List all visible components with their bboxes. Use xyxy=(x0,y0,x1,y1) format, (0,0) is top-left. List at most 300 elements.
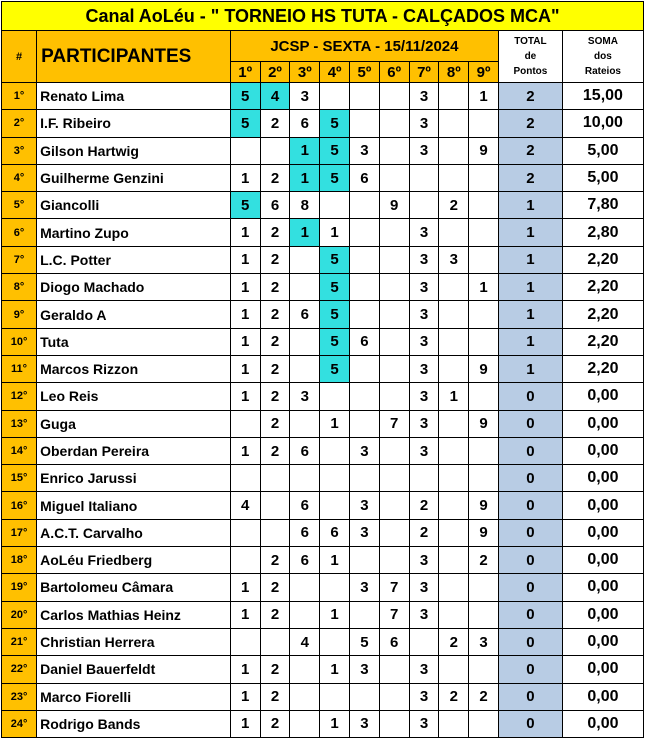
race-3-position: 6 xyxy=(290,519,320,546)
total-points: 2 xyxy=(498,83,562,110)
total-points: 1 xyxy=(498,192,562,219)
race-7-position: 3 xyxy=(409,410,439,437)
total-points: 0 xyxy=(498,710,562,737)
total-points: 0 xyxy=(498,601,562,628)
race-5-position xyxy=(350,683,380,710)
race-4-position: 5 xyxy=(320,301,350,328)
race-7-position xyxy=(409,192,439,219)
race-2-position xyxy=(260,465,290,492)
rank-cell: 17° xyxy=(2,519,37,546)
race-2-position: 4 xyxy=(260,83,290,110)
race-3-position: 4 xyxy=(290,628,320,655)
total-points: 0 xyxy=(498,410,562,437)
total-points: 0 xyxy=(498,656,562,683)
race-5-position xyxy=(350,246,380,273)
race-2-position: 2 xyxy=(260,355,290,382)
rank-cell: 15° xyxy=(2,465,37,492)
race-header-4: 4º xyxy=(320,62,350,83)
race-6-position xyxy=(379,110,409,137)
race-2-position: 2 xyxy=(260,574,290,601)
race-1-position: 1 xyxy=(230,164,260,191)
race-7-position: 3 xyxy=(409,137,439,164)
race-4-position: 5 xyxy=(320,274,350,301)
race-5-position: 3 xyxy=(350,519,380,546)
race-4-position xyxy=(320,383,350,410)
soma-rateios: 0,00 xyxy=(562,601,643,628)
race-7-position: 2 xyxy=(409,492,439,519)
race-5-position: 3 xyxy=(350,137,380,164)
table-row xyxy=(2,83,644,110)
race-1-position xyxy=(230,519,260,546)
race-9-position xyxy=(469,656,499,683)
soma-rateios-header xyxy=(562,31,643,83)
race-2-position: 2 xyxy=(260,110,290,137)
table-row xyxy=(2,710,644,737)
total-points: 0 xyxy=(498,437,562,464)
race-1-position: 1 xyxy=(230,328,260,355)
race-8-position xyxy=(439,410,469,437)
race-7-position: 2 xyxy=(409,519,439,546)
race-4-position: 6 xyxy=(320,519,350,546)
total-points: 0 xyxy=(498,492,562,519)
total-points: 1 xyxy=(498,355,562,382)
race-1-position xyxy=(230,137,260,164)
race-6-position xyxy=(379,328,409,355)
race-4-position: 1 xyxy=(320,547,350,574)
race-7-position xyxy=(409,628,439,655)
race-5-position xyxy=(350,410,380,437)
soma-rateios: 0,00 xyxy=(562,628,643,655)
race-1-position: 5 xyxy=(230,192,260,219)
rank-cell: 18° xyxy=(2,547,37,574)
race-2-position xyxy=(260,519,290,546)
participant-name: Giancolli xyxy=(37,192,231,219)
race-5-position xyxy=(350,383,380,410)
race-1-position xyxy=(230,547,260,574)
race-9-position xyxy=(469,192,499,219)
participants-header: PARTICIPANTES xyxy=(37,31,231,83)
race-9-position xyxy=(469,383,499,410)
race-2-position: 2 xyxy=(260,164,290,191)
race-2-position: 2 xyxy=(260,656,290,683)
race-3-position: 6 xyxy=(290,437,320,464)
race-1-position xyxy=(230,628,260,655)
race-6-position xyxy=(379,246,409,273)
race-8-position: 3 xyxy=(439,246,469,273)
race-8-position xyxy=(439,110,469,137)
total-points: 1 xyxy=(498,274,562,301)
race-8-position xyxy=(439,355,469,382)
race-8-position xyxy=(439,83,469,110)
rank-cell: 2° xyxy=(2,110,37,137)
race-2-position: 2 xyxy=(260,383,290,410)
race-8-position xyxy=(439,164,469,191)
race-6-position xyxy=(379,437,409,464)
race-4-position: 1 xyxy=(320,410,350,437)
table-row xyxy=(2,355,644,382)
race-6-position: 7 xyxy=(379,410,409,437)
race-8-position xyxy=(439,219,469,246)
participant-name: Leo Reis xyxy=(37,383,231,410)
participant-name: Enrico Jarussi xyxy=(37,465,231,492)
total-points: 0 xyxy=(498,574,562,601)
race-7-position: 3 xyxy=(409,246,439,273)
race-header-5: 5º xyxy=(350,62,380,83)
race-7-position: 3 xyxy=(409,355,439,382)
table-row xyxy=(2,656,644,683)
race-4-position: 5 xyxy=(320,246,350,273)
race-4-position xyxy=(320,628,350,655)
race-9-position: 1 xyxy=(469,83,499,110)
tournament-table xyxy=(1,1,644,738)
event-header: JCSP - SEXTA - 15/11/2024 xyxy=(230,31,498,62)
table-row xyxy=(2,110,644,137)
race-8-position xyxy=(439,328,469,355)
race-header-1: 1º xyxy=(230,62,260,83)
race-2-position: 2 xyxy=(260,301,290,328)
race-9-position xyxy=(469,246,499,273)
table-row xyxy=(2,219,644,246)
race-6-position xyxy=(379,83,409,110)
soma-rateios: 2,20 xyxy=(562,355,643,382)
race-9-position xyxy=(469,437,499,464)
race-6-position xyxy=(379,137,409,164)
race-9-position xyxy=(469,301,499,328)
race-3-position xyxy=(290,574,320,601)
race-5-position: 3 xyxy=(350,492,380,519)
race-2-position xyxy=(260,137,290,164)
race-4-position: 1 xyxy=(320,601,350,628)
race-8-position: 1 xyxy=(439,383,469,410)
race-1-position: 1 xyxy=(230,246,260,273)
race-6-position xyxy=(379,219,409,246)
race-3-position xyxy=(290,328,320,355)
race-5-position xyxy=(350,110,380,137)
race-3-position xyxy=(290,683,320,710)
total-header-line: Pontos xyxy=(513,66,548,77)
rank-cell: 6° xyxy=(2,219,37,246)
race-5-position: 3 xyxy=(350,710,380,737)
race-9-position xyxy=(469,110,499,137)
race-5-position xyxy=(350,601,380,628)
table-row xyxy=(2,628,644,655)
race-6-position: 6 xyxy=(379,628,409,655)
total-points: 0 xyxy=(498,628,562,655)
race-7-position: 3 xyxy=(409,683,439,710)
race-7-position: 3 xyxy=(409,301,439,328)
race-9-position xyxy=(469,465,499,492)
soma-rateios: 0,00 xyxy=(562,492,643,519)
rank-cell: 19° xyxy=(2,574,37,601)
race-3-position xyxy=(290,410,320,437)
soma-rateios: 10,00 xyxy=(562,110,643,137)
table-row xyxy=(2,574,644,601)
race-9-position: 9 xyxy=(469,519,499,546)
total-points: 0 xyxy=(498,547,562,574)
race-5-position: 3 xyxy=(350,656,380,683)
race-4-position: 1 xyxy=(320,656,350,683)
race-2-position: 2 xyxy=(260,710,290,737)
race-7-position: 3 xyxy=(409,83,439,110)
race-7-position: 3 xyxy=(409,710,439,737)
race-2-position xyxy=(260,492,290,519)
soma-rateios: 0,00 xyxy=(562,683,643,710)
participant-name: Carlos Mathias Heinz xyxy=(37,601,231,628)
race-1-position: 1 xyxy=(230,274,260,301)
race-6-position xyxy=(379,519,409,546)
rank-cell: 8° xyxy=(2,274,37,301)
race-4-position xyxy=(320,492,350,519)
race-2-position: 2 xyxy=(260,601,290,628)
race-9-position: 9 xyxy=(469,410,499,437)
total-header-line: de xyxy=(524,51,537,62)
race-1-position: 1 xyxy=(230,601,260,628)
race-6-position: 7 xyxy=(379,574,409,601)
race-4-position: 5 xyxy=(320,328,350,355)
race-7-position: 3 xyxy=(409,656,439,683)
race-1-position: 1 xyxy=(230,710,260,737)
race-2-position: 2 xyxy=(260,274,290,301)
race-8-position xyxy=(439,274,469,301)
race-8-position xyxy=(439,437,469,464)
race-header-6: 6º xyxy=(379,62,409,83)
race-1-position: 1 xyxy=(230,574,260,601)
race-8-position xyxy=(439,137,469,164)
race-5-position: 6 xyxy=(350,328,380,355)
participant-rows xyxy=(2,83,644,738)
race-7-position: 3 xyxy=(409,219,439,246)
participant-name: Oberdan Pereira xyxy=(37,437,231,464)
race-5-position: 3 xyxy=(350,574,380,601)
race-4-position: 1 xyxy=(320,219,350,246)
race-5-position xyxy=(350,219,380,246)
race-9-position xyxy=(469,328,499,355)
race-5-position xyxy=(350,355,380,382)
rank-cell: 21° xyxy=(2,628,37,655)
race-7-position: 3 xyxy=(409,601,439,628)
participant-name: Rodrigo Bands xyxy=(37,710,231,737)
participant-name: Marcos Rizzon xyxy=(37,355,231,382)
participant-name: Martino Zupo xyxy=(37,219,231,246)
total-header-line: TOTAL xyxy=(514,36,547,47)
participant-name: Gilson Hartwig xyxy=(37,137,231,164)
race-1-position: 1 xyxy=(230,301,260,328)
race-3-position: 1 xyxy=(290,137,320,164)
race-9-position: 3 xyxy=(469,628,499,655)
race-1-position: 1 xyxy=(230,219,260,246)
race-5-position xyxy=(350,192,380,219)
race-2-position: 2 xyxy=(260,219,290,246)
race-3-position xyxy=(290,710,320,737)
race-4-position xyxy=(320,437,350,464)
race-3-position: 3 xyxy=(290,83,320,110)
race-6-position: 9 xyxy=(379,192,409,219)
race-3-position: 6 xyxy=(290,547,320,574)
total-points: 0 xyxy=(498,519,562,546)
race-1-position: 5 xyxy=(230,110,260,137)
participant-name: Guga xyxy=(37,410,231,437)
race-3-position: 6 xyxy=(290,492,320,519)
soma-rateios: 0,00 xyxy=(562,574,643,601)
soma-rateios: 2,20 xyxy=(562,274,643,301)
rank-cell: 10° xyxy=(2,328,37,355)
race-6-position xyxy=(379,656,409,683)
race-8-position xyxy=(439,301,469,328)
race-4-position: 5 xyxy=(320,137,350,164)
race-9-position xyxy=(469,710,499,737)
race-6-position: 7 xyxy=(379,601,409,628)
race-1-position xyxy=(230,410,260,437)
race-9-position: 9 xyxy=(469,355,499,382)
race-7-position: 3 xyxy=(409,110,439,137)
race-5-position xyxy=(350,83,380,110)
race-4-position xyxy=(320,465,350,492)
participant-name: Renato Lima xyxy=(37,83,231,110)
race-header-3: 3º xyxy=(290,62,320,83)
participant-name: Guilherme Genzini xyxy=(37,164,231,191)
race-header-8: 8º xyxy=(439,62,469,83)
race-3-position: 3 xyxy=(290,383,320,410)
total-points: 1 xyxy=(498,246,562,273)
table-row xyxy=(2,547,644,574)
race-5-position xyxy=(350,274,380,301)
race-6-position xyxy=(379,683,409,710)
table-row xyxy=(2,492,644,519)
race-8-position xyxy=(439,547,469,574)
race-8-position xyxy=(439,492,469,519)
participant-name: L.C. Potter xyxy=(37,246,231,273)
participant-name: Marco Fiorelli xyxy=(37,683,231,710)
race-4-position xyxy=(320,574,350,601)
rank-cell: 4° xyxy=(2,164,37,191)
race-7-position: 3 xyxy=(409,547,439,574)
race-4-position: 5 xyxy=(320,164,350,191)
race-5-position xyxy=(350,547,380,574)
race-5-position xyxy=(350,465,380,492)
participant-name: Bartolomeu Câmara xyxy=(37,574,231,601)
race-6-position xyxy=(379,301,409,328)
total-points: 1 xyxy=(498,301,562,328)
rank-cell: 22° xyxy=(2,656,37,683)
race-1-position: 1 xyxy=(230,683,260,710)
race-1-position: 1 xyxy=(230,355,260,382)
table-row xyxy=(2,301,644,328)
race-7-position xyxy=(409,465,439,492)
rank-cell: 5° xyxy=(2,192,37,219)
soma-rateios: 0,00 xyxy=(562,465,643,492)
table-row xyxy=(2,410,644,437)
race-5-position: 3 xyxy=(350,437,380,464)
total-points: 0 xyxy=(498,683,562,710)
rank-cell: 1° xyxy=(2,83,37,110)
race-5-position: 5 xyxy=(350,628,380,655)
participant-name: Miguel Italiano xyxy=(37,492,231,519)
race-8-position xyxy=(439,710,469,737)
race-3-position xyxy=(290,465,320,492)
participant-name: Christian Herrera xyxy=(37,628,231,655)
race-2-position xyxy=(260,628,290,655)
race-5-position: 6 xyxy=(350,164,380,191)
rank-cell: 14° xyxy=(2,437,37,464)
race-3-position xyxy=(290,355,320,382)
race-8-position xyxy=(439,574,469,601)
soma-header-line: dos xyxy=(594,51,612,62)
race-8-position xyxy=(439,465,469,492)
race-3-position xyxy=(290,656,320,683)
race-8-position xyxy=(439,656,469,683)
table-row xyxy=(2,246,644,273)
race-7-position: 3 xyxy=(409,574,439,601)
table-row xyxy=(2,328,644,355)
race-9-position xyxy=(469,164,499,191)
soma-header-line: SOMA xyxy=(587,36,618,47)
rank-cell: 9° xyxy=(2,301,37,328)
race-6-position xyxy=(379,383,409,410)
participant-name: Daniel Bauerfeldt xyxy=(37,656,231,683)
participant-name: A.C.T. Carvalho xyxy=(37,519,231,546)
race-2-position: 2 xyxy=(260,328,290,355)
soma-rateios: 0,00 xyxy=(562,383,643,410)
soma-rateios: 2,80 xyxy=(562,219,643,246)
table-row xyxy=(2,437,644,464)
total-points: 1 xyxy=(498,328,562,355)
soma-rateios: 2,20 xyxy=(562,328,643,355)
race-header-2: 2º xyxy=(260,62,290,83)
race-header-9: 9º xyxy=(469,62,499,83)
race-9-position xyxy=(469,574,499,601)
table-row xyxy=(2,601,644,628)
race-3-position: 8 xyxy=(290,192,320,219)
race-2-position: 2 xyxy=(260,410,290,437)
race-9-position: 9 xyxy=(469,492,499,519)
total-points: 2 xyxy=(498,137,562,164)
race-7-position: 3 xyxy=(409,328,439,355)
total-points: 2 xyxy=(498,164,562,191)
rank-cell: 24° xyxy=(2,710,37,737)
rank-cell: 3° xyxy=(2,137,37,164)
rank-cell: 11° xyxy=(2,355,37,382)
page-title: Canal AoLéu - " TORNEIO HS TUTA - CALÇADOS MCA" xyxy=(2,2,644,31)
soma-header-line: Rateios xyxy=(584,66,621,77)
race-3-position xyxy=(290,274,320,301)
total-points: 1 xyxy=(498,219,562,246)
race-1-position: 1 xyxy=(230,383,260,410)
race-1-position: 1 xyxy=(230,437,260,464)
race-4-position: 1 xyxy=(320,710,350,737)
race-3-position: 1 xyxy=(290,219,320,246)
race-1-position: 1 xyxy=(230,656,260,683)
race-6-position xyxy=(379,710,409,737)
soma-rateios: 0,00 xyxy=(562,547,643,574)
total-points: 0 xyxy=(498,465,562,492)
race-9-position: 9 xyxy=(469,137,499,164)
race-6-position xyxy=(379,492,409,519)
race-4-position xyxy=(320,683,350,710)
race-7-position: 3 xyxy=(409,383,439,410)
race-3-position xyxy=(290,246,320,273)
race-4-position xyxy=(320,83,350,110)
participant-name: AoLéu Friedberg xyxy=(37,547,231,574)
rank-cell: 23° xyxy=(2,683,37,710)
race-1-position xyxy=(230,465,260,492)
soma-rateios: 0,00 xyxy=(562,437,643,464)
soma-rateios: 7,80 xyxy=(562,192,643,219)
race-4-position: 5 xyxy=(320,110,350,137)
race-6-position xyxy=(379,465,409,492)
race-5-position xyxy=(350,301,380,328)
soma-rateios: 2,20 xyxy=(562,246,643,273)
race-9-position: 1 xyxy=(469,274,499,301)
